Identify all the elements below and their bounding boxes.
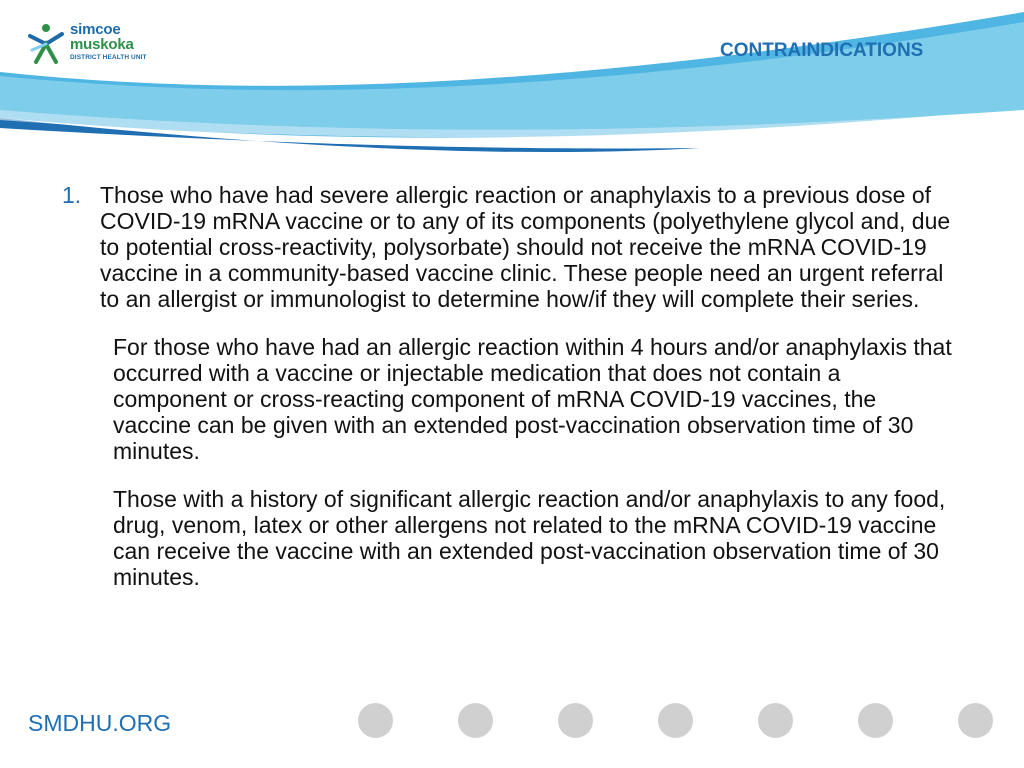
numbered-item — [62, 182, 972, 312]
logo-mark-icon — [26, 22, 66, 66]
decorative-dot — [558, 703, 593, 738]
decorative-dot — [358, 703, 393, 738]
item-text: Those who have had severe allergic reaction or anaphylaxis to a previous dose of COVID-19 mRNA vaccine or to any of its components (polyethylene glycol and, due to potential cross-reactivity, polysorbate) should not receive the mRNA COVID-19 vaccine in a community-based vaccine clinic. These people need an urgent referral to an allergist or immunologist to determine how/if they will complete their series. — [100, 182, 951, 312]
slide-content — [62, 182, 972, 590]
paragraph-allergy-history: Those with a history of significant allergic reaction and/or anaphylaxis to any food, drug, venom, latex or other allergens not related to the mRNA COVID-19 vaccine can receive the vaccine with an extended post-vaccination observation time of 30 minutes. — [113, 486, 946, 590]
decorative-dot — [658, 703, 693, 738]
decorative-dot — [858, 703, 893, 738]
decorative-dot — [758, 703, 793, 738]
logo-subtitle: DISTRICT HEALTH UNIT — [70, 54, 147, 61]
paragraph-allergic-reaction: For those who have had an allergic reaction within 4 hours and/or anaphylaxis that occurred with a vaccine or injectable medication that does not contain a component or cross-reacting component of mRNA COVID-19 vaccines, the vaccine can be given with an extended post-vaccination observation time of 30 minutes. — [113, 334, 952, 464]
logo — [26, 22, 156, 68]
logo-name-line1: simcoe — [70, 21, 121, 38]
footer-url: SMDHU.ORG — [28, 710, 172, 736]
logo-name-line2: muskoka — [70, 36, 134, 53]
decorative-dot — [958, 703, 993, 738]
section-title: CONTRAINDICATIONS — [720, 40, 924, 61]
decorative-dot — [458, 703, 493, 738]
item-number: 1. — [62, 182, 82, 208]
